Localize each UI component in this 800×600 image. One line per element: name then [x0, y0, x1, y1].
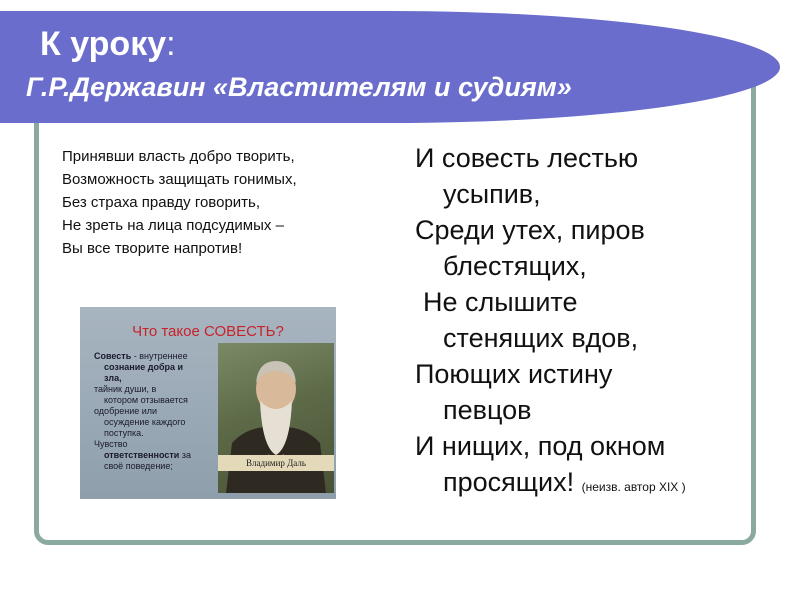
inset-definition: Совесть - внутреннее сознание добра и зла, тайник души, в котором отзывается одобрение или осуждение каждого поступка. Чувство ответственности за своё поведение; — [94, 351, 191, 471]
inset-title: Что такое СОВЕСТЬ? — [132, 323, 284, 340]
stanza-line: Поющих истину — [415, 359, 613, 389]
stanza-line-last: просящих! (неизв. автор XIX ) — [443, 467, 686, 497]
right-stanza — [415, 140, 745, 505]
stanza-line: Не слышите — [423, 287, 578, 317]
slide-title: К уроку: — [40, 25, 176, 63]
stanza-line: И совесть лестью — [415, 143, 639, 173]
conscience-definition-image — [80, 307, 336, 499]
stanza-line: Вы все творите напротив! — [62, 240, 243, 257]
stanza-line: усыпив, — [443, 179, 541, 209]
stanza-line: Не зреть на лица подсудимых – — [62, 217, 284, 234]
portrait-caption: Владимир Даль — [218, 455, 334, 471]
stanza-line: Без страха правду говорить, — [62, 194, 261, 211]
stanza-line: Принявши власть добро творить, — [62, 148, 295, 165]
stanza-line: певцов — [443, 395, 532, 425]
author-note: (неизв. автор XIX ) — [581, 480, 686, 494]
left-stanza — [62, 145, 392, 260]
stanza-line: стенящих вдов, — [443, 323, 639, 353]
title-banner — [0, 11, 780, 123]
stanza-line: Возможность защищать гонимых, — [62, 171, 297, 188]
stanza-line: Среди утех, пиров — [415, 215, 645, 245]
slide-subtitle: Г.Р.Державин «Властителям и судиям» — [26, 72, 572, 102]
stanza-line: блестящих, — [443, 251, 587, 281]
stanza-line: И нищих, под окном — [415, 431, 666, 461]
